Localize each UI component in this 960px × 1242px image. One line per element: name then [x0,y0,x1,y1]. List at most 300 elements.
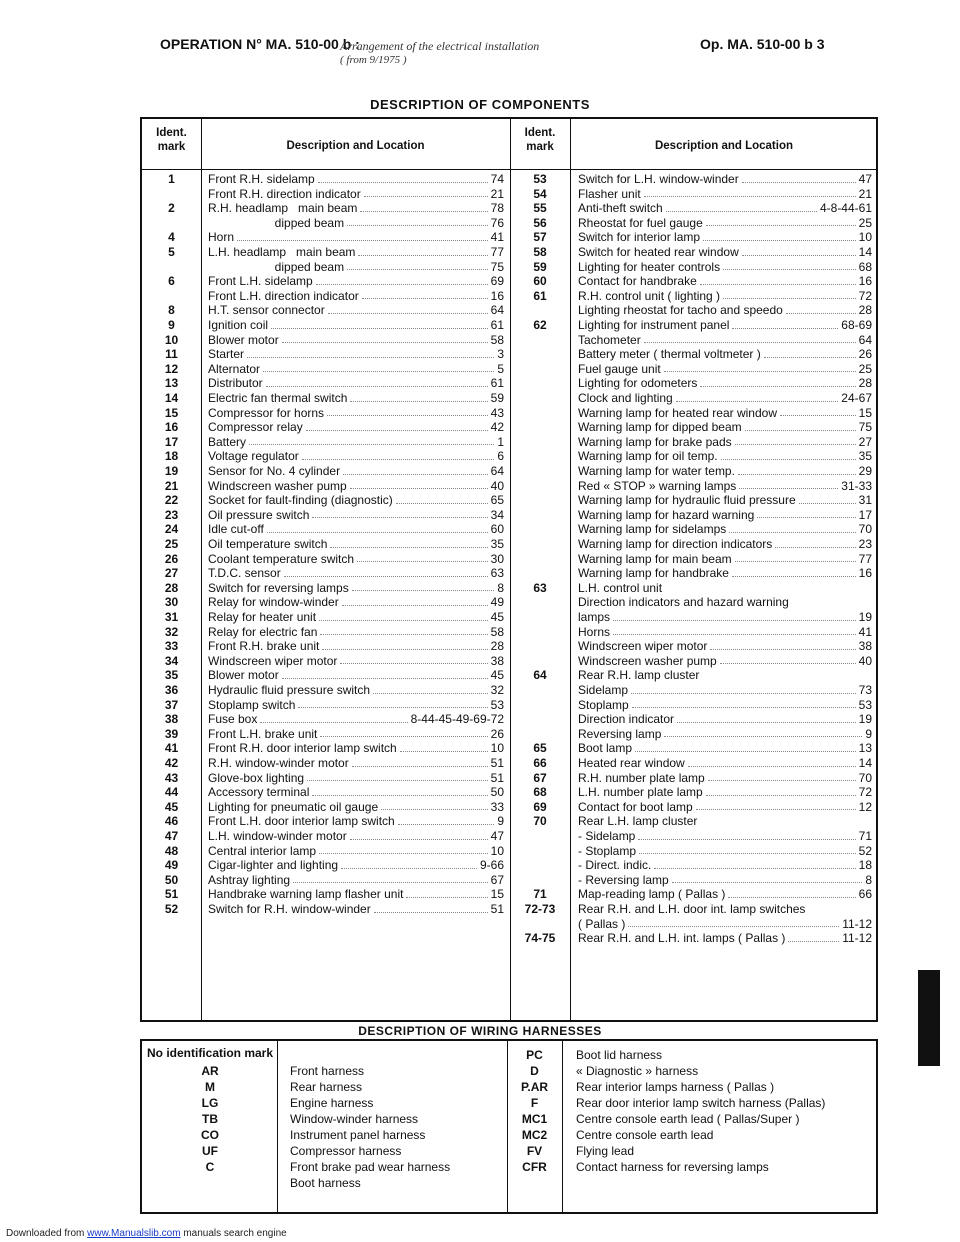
page-reference: 53 [858,697,872,712]
component-entry [578,756,872,771]
component-description: Oil pressure switch [208,507,310,522]
ident-mark: 23 [164,507,179,522]
component-entry [578,581,872,596]
component-description: Clock and lighting [578,391,673,405]
page-reference: 9 [865,726,872,741]
ident-mark: 68 [533,785,547,800]
component-description: Battery meter ( thermal voltmeter ) [578,347,761,362]
component-entry [578,508,872,523]
page-reference: 40 [858,653,872,668]
harness-description: « Diagnostic » harness [576,1064,699,1078]
ident-mark: 33 [164,639,179,654]
component-description: Relay for window-winder [208,595,339,610]
page-reference: 16 [490,288,504,303]
ident-mark: 43 [164,770,179,785]
component-description: Red « STOP » warning lamps [578,478,737,493]
component-entry [578,800,872,815]
component-description: Warning lamp for water temp. [578,464,735,478]
page-reference: 70 [858,522,872,537]
component-entry [578,260,872,275]
page-reference: 51 [490,770,504,785]
component-entry [578,625,872,640]
component-entry [578,333,872,348]
page-reference: 77 [490,245,504,259]
ident-mark: 36 [164,683,179,697]
ident-mark: 63 [533,580,547,595]
ident-mark: 66 [533,756,547,770]
page-reference: 53 [490,697,504,712]
component-description: - Reversing lamp [578,872,669,887]
component-description: Rheostat for fuel gauge [578,215,703,230]
page-reference: 63 [490,566,504,581]
component-entry [578,187,872,202]
component-description: Front R.H. direction indicator [208,186,361,201]
page-reference: 19 [858,610,872,624]
component-description: Ashtray lighting [208,872,291,887]
component-entry [208,260,504,275]
component-entry [208,391,504,406]
ident-mark: 52 [164,902,179,916]
page-reference: 64 [490,303,504,318]
harness-mark: LG [201,1096,219,1110]
page-reference: 61 [490,376,504,391]
page-reference: 74 [490,172,504,186]
component-entry [578,771,872,786]
ident-mark: 74-75 [524,931,556,946]
page-reference: 8 [497,580,504,595]
component-description: Heated rear window [578,756,685,770]
component-description: R.H. headlamp main beam [208,201,358,216]
ident-mark: 71 [533,887,547,902]
page-reference: 75 [858,420,872,435]
page-reference: 66 [858,887,872,902]
page-reference: 16 [858,274,872,289]
ident-mark: 35 [164,668,179,683]
component-description: Starter [208,347,245,362]
page-reference: 21 [858,186,872,201]
page-reference: 42 [490,420,504,435]
component-description: Windscreen wiper motor [578,639,708,654]
component-description: Accessory terminal [208,785,310,800]
ident-mark: 13 [164,376,179,391]
component-entry [208,712,504,727]
page-reference: 59 [490,391,504,405]
component-entry [578,274,872,289]
component-description: Distributor [208,376,263,391]
component-description: Direction indicator [578,712,675,727]
component-description: R.H. number plate lamp [578,770,705,785]
page-reference: 49 [490,595,504,610]
component-entry [578,887,872,902]
component-entry [208,829,504,844]
harness-description: Compressor harness [290,1144,402,1158]
component-entry [208,201,504,216]
page-reference: 38 [858,639,872,654]
component-entry [208,566,504,581]
ident-mark: 70 [533,814,547,829]
harness-mark: F [530,1096,539,1110]
component-description: Anti-theft switch [578,201,663,216]
component-entry [578,406,872,421]
ident-mark: 9 [168,318,175,332]
component-entry [208,814,504,829]
component-entry [578,391,872,406]
page-reference: 4-8-44-61 [819,201,872,216]
page-reference: 3 [497,347,504,362]
page-reference: 16 [858,566,872,581]
ident-mark: 28 [164,580,179,595]
page-reference: 41 [490,230,504,245]
component-entry [578,727,872,742]
ident-mark: 46 [164,814,179,829]
component-entry [208,435,504,450]
component-description: Flasher unit [578,186,641,201]
component-entry [578,698,872,713]
component-description: Glove-box lighting [208,770,305,785]
description-header-left: Description and Location [286,140,425,152]
component-entry [578,931,872,946]
component-entry [208,216,504,231]
component-description: Sidelamp [578,683,629,697]
page-reference: 47 [858,172,872,186]
page-reference: 28 [858,303,872,318]
ident-mark: 31 [164,610,179,624]
page-reference: 13 [858,741,872,756]
ident-header-right: Ident. mark [524,127,556,153]
component-description: H.T. sensor connector [208,303,325,318]
page-reference: 9 [497,814,504,829]
page-reference: 76 [490,215,504,230]
component-entry [208,479,504,494]
component-description: Front L.H. door interior lamp switch [208,814,395,829]
harness-mark: CFR [522,1160,547,1174]
component-description: Fuse box [208,712,258,727]
component-entry [578,654,872,669]
component-description: Compressor relay [208,420,303,435]
page-reference: 9-66 [479,858,504,873]
component-description: ( Pallas ) [578,916,626,931]
ident-header-left: Ident. mark [156,127,187,153]
component-entry [208,376,504,391]
ident-mark: 18 [164,449,179,464]
component-description: Front R.H. door interior lamp switch [208,741,397,756]
components-table [140,117,878,1022]
component-description: Warning lamp for heated rear window [578,405,777,420]
harness-description: Boot lid harness [576,1048,663,1062]
page-reference: 32 [490,683,504,697]
page-reference: 35 [858,449,872,464]
component-entry [578,639,872,654]
component-entry [208,610,504,625]
component-description: T.D.C. sensor [208,566,281,581]
ident-mark: 53 [533,172,547,186]
component-entry [578,318,872,333]
ident-mark: 25 [164,537,179,551]
component-description: Warning lamp for handbrake [578,566,729,581]
ident-mark: 6 [168,274,175,289]
ident-mark: 19 [164,464,179,478]
component-entry [578,216,872,231]
ident-mark: 69 [533,799,547,814]
component-description: Hydraulic fluid pressure switch [208,683,371,697]
page-reference: 77 [858,551,872,566]
component-description: Front L.H. brake unit [208,726,318,741]
ident-mark: 22 [164,493,179,508]
footer-link[interactable]: www.Manualslib.com [87,1228,181,1239]
page-reference: 50 [490,785,504,800]
page-reference: 60 [490,522,504,537]
harness-description: Front brake pad wear harness [290,1160,451,1174]
component-entry [208,683,504,698]
ident-mark: 24 [164,522,179,537]
section-tab-marker [918,970,940,1066]
component-description: Sensor for No. 4 cylinder [208,464,341,478]
component-description: Warning lamp for brake pads [578,434,732,449]
ident-mark: 47 [164,829,179,843]
page-reference: 29 [858,464,872,478]
ident-mark: 1 [168,172,175,186]
harness-mark: D [530,1064,539,1078]
component-entry [208,595,504,610]
component-entry [578,435,872,450]
component-entry [578,245,872,260]
component-entry [208,537,504,552]
harness-label: No identification mark [146,1046,274,1060]
component-entry [208,785,504,800]
ident-mark: 17 [164,434,179,449]
component-description: lamps [578,610,611,624]
page-reference: 18 [858,858,872,873]
component-entry [578,595,872,610]
component-entry [578,347,872,362]
ident-mark: 39 [164,726,179,741]
component-description: Switch for R.H. window-winder [208,902,371,916]
harness-description: Contact harness for reversing lamps [576,1160,769,1174]
component-description: Contact for handbrake [578,274,697,289]
component-description: dipped beam [208,215,345,230]
component-description: - Stoplamp [578,843,637,858]
component-entry [578,493,872,508]
page-reference: 1 [497,434,504,449]
component-entry [208,625,504,640]
component-entry [208,274,504,289]
harness-description: Rear harness [290,1080,363,1094]
component-description: Fuel gauge unit [578,361,661,376]
component-entry [208,289,504,304]
ident-mark: 60 [533,274,547,289]
ident-mark: 14 [164,391,179,405]
page-reference: 6 [497,449,504,464]
page-reference: 68 [858,259,872,274]
component-description: Front R.H. brake unit [208,639,320,654]
footer-prefix: Downloaded from [6,1228,85,1239]
ident-mark: 67 [533,770,547,785]
component-entry [208,858,504,873]
component-description: Front L.H. direction indicator [208,288,359,303]
page-reference: 61 [490,318,504,332]
component-description: Contact for boot lamp [578,799,693,814]
component-description: - Sidelamp [578,829,636,843]
ident-mark: 8 [168,303,175,318]
ident-mark: 37 [164,697,179,712]
ident-mark: 26 [164,551,179,566]
component-description: Idle cut-off [208,522,264,537]
page-reference: 25 [858,215,872,230]
ident-mark: 56 [533,215,547,230]
operation-subtitle: Arrangement of the electrical installation [340,39,540,53]
component-description: Switch for interior lamp [578,230,701,245]
ident-mark: 30 [164,595,179,610]
component-description: - Direct. indic. [578,858,652,873]
ident-mark: 45 [164,799,179,814]
component-description: Blower motor [208,668,279,683]
component-description: Blower motor [208,332,279,347]
component-description: Front L.H. sidelamp [208,274,313,289]
component-entry [208,741,504,756]
ident-mark: 12 [164,361,179,376]
component-entry [578,230,872,245]
page-reference: 75 [490,259,504,274]
component-entry [208,756,504,771]
page-reference: 19 [858,712,872,727]
page-reference: 8 [865,872,872,887]
component-entry [208,333,504,348]
ident-mark: 54 [533,186,547,201]
page-reference: 71 [858,829,872,843]
page-reference: 58 [490,624,504,639]
harness-description: Rear interior lamps harness ( Pallas ) [576,1080,775,1094]
component-entry [208,581,504,596]
harness-description: Boot harness [290,1176,361,1190]
component-entry [208,552,504,567]
page-reference: 10 [490,843,504,858]
ident-mark: 55 [533,201,547,216]
page-reference: 5 [497,361,504,376]
component-description: L.H. control unit [578,580,663,595]
page-reference: 73 [858,683,872,697]
ident-mark: 65 [533,741,547,756]
component-description: Warning lamp for sidelamps [578,522,727,537]
page-reference: 23 [858,537,872,551]
page-reference: 65 [490,493,504,508]
component-entry [578,172,872,187]
ident-mark: 15 [164,405,179,420]
component-description: Boot lamp [578,741,633,756]
ident-mark: 51 [164,887,179,902]
page-reference: 38 [490,653,504,668]
page-reference: 11-12 [842,931,872,946]
page-reference: 26 [490,726,504,741]
component-description: Warning lamp for direction indicators [578,537,773,551]
component-entry [208,902,504,917]
page-reference: 45 [490,668,504,683]
page-reference: 33 [490,799,504,814]
component-description: Lighting for pneumatic oil gauge [208,799,379,814]
component-description: Voltage regulator [208,449,299,464]
page-reference: 41 [858,624,872,639]
ident-mark: 48 [164,843,179,858]
page-reference: 8-44-45-49-69-72 [410,712,504,727]
component-entry [208,230,504,245]
harness-mark: P.AR [520,1080,549,1094]
component-entry [578,814,872,829]
page-reference: 72 [858,288,872,303]
component-entry [578,522,872,537]
component-description: Relay for heater unit [208,610,317,624]
component-entry [208,639,504,654]
component-entry [578,712,872,727]
component-description: Front R.H. sidelamp [208,172,315,186]
component-entry [208,873,504,888]
component-description: L.H. number plate lamp [578,785,703,800]
ident-mark: 10 [164,332,179,347]
component-description: Cigar-lighter and lighting [208,858,339,873]
harness-mark: CO [201,1128,219,1142]
component-entry [208,187,504,202]
component-entry [578,844,872,859]
ident-mark: 62 [533,318,547,332]
component-entry [578,610,872,625]
page-reference: 31-33 [841,478,872,493]
component-entry [578,464,872,479]
page-reference: 51 [490,756,504,770]
component-entry [208,449,504,464]
page-reference: 40 [490,478,504,493]
ident-mark: 72-73 [524,902,556,916]
component-entry [578,902,872,917]
component-description: Ignition coil [208,318,269,332]
description-header-right: Description and Location [654,140,793,152]
ident-mark: 57 [533,230,547,245]
ident-mark: 32 [164,624,179,639]
component-entry [578,858,872,873]
component-description: Compressor for horns [208,405,325,420]
page-reference: 28 [490,639,504,654]
component-description: Electric fan thermal switch [208,391,348,405]
harness-mark: TB [202,1112,218,1126]
component-description: Switch for L.H. window-winder [578,172,739,186]
ident-mark: 41 [164,741,179,756]
harness-title: DESCRIPTION OF WIRING HARNESSES [358,1024,602,1038]
page-reference: 72 [858,785,872,800]
component-entry [578,479,872,494]
component-entry [578,449,872,464]
component-entry [208,508,504,523]
harness-description: Engine harness [290,1096,374,1110]
component-description: Rear R.H. lamp cluster [578,668,700,683]
component-description: Direction indicators and hazard warning [578,595,789,610]
harness-mark: AR [201,1064,219,1078]
page-reference: 28 [858,376,872,391]
ident-mark: 61 [533,288,547,303]
component-description: Map-reading lamp ( Pallas ) [578,887,726,902]
component-description: Reversing lamp [578,726,662,741]
component-description: Tachometer [578,332,641,347]
page-reference: 15 [858,405,872,420]
component-entry [578,201,872,216]
component-entry [208,318,504,333]
harness-mark: M [205,1080,215,1094]
component-description: Lighting rheostat for tacho and speedo [578,303,783,318]
page-reference: 12 [858,799,872,814]
page-reference: Op. MA. 510-00 b 3 [700,36,825,52]
page-reference: 10 [858,230,872,245]
page-reference: 21 [490,186,504,201]
component-entry [208,668,504,683]
component-entry [578,303,872,318]
component-description: Horn [208,230,235,245]
page-reference: 64 [858,332,872,347]
